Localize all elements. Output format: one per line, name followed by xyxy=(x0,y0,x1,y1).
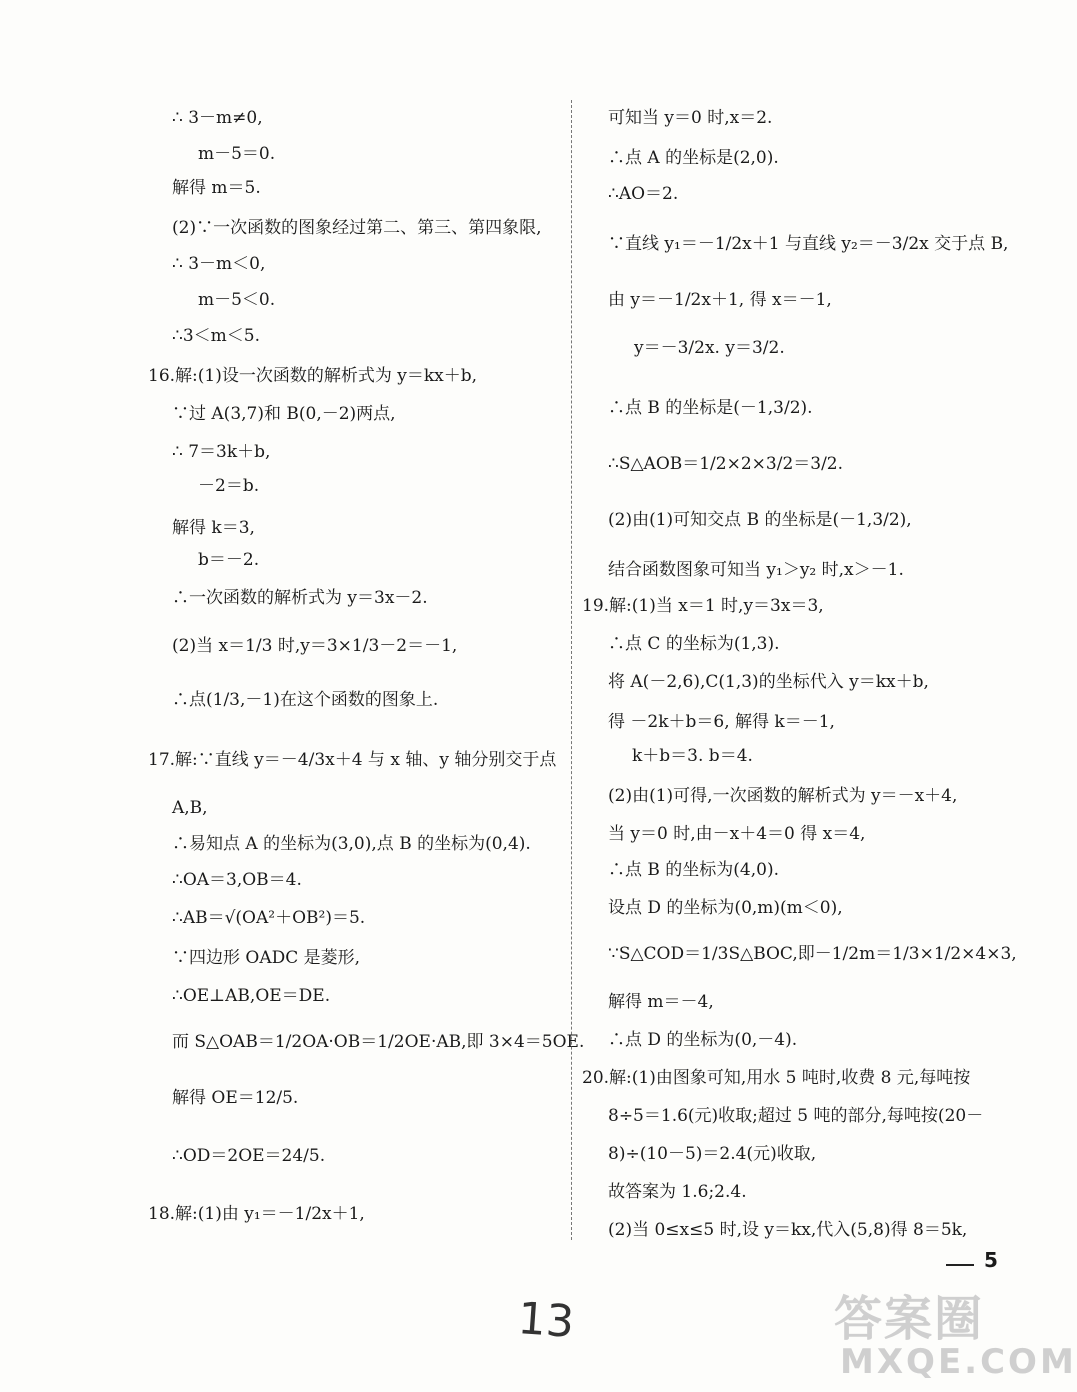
text-line: b＝－2. xyxy=(198,550,260,570)
text-line: ∴ 3－m＜0, xyxy=(172,254,266,274)
text-line: A,B, xyxy=(172,798,208,818)
text-line: 解得 m＝5. xyxy=(172,178,261,198)
text-line: k＋b＝3. b＝4. xyxy=(632,746,753,766)
text-line: 8)÷(10－5)＝2.4(元)收取, xyxy=(608,1144,817,1164)
text-line: ∴点 B 的坐标是(－1,3/2). xyxy=(608,398,813,418)
text-line: ∵直线 y₁＝－1/2x＋1 与直线 y₂＝－3/2x 交于点 B, xyxy=(608,234,1009,254)
text-line: y＝－3/2x. y＝3/2. xyxy=(634,338,785,358)
text-line: 将 A(－2,6),C(1,3)的坐标代入 y＝kx＋b, xyxy=(608,672,929,692)
text-line: (2)由(1)可得,一次函数的解析式为 y＝－x＋4, xyxy=(608,786,958,806)
text-line: ∵过 A(3,7)和 B(0,－2)两点, xyxy=(172,404,396,424)
page-number-dash xyxy=(946,1264,974,1266)
text-line: ∴点 B 的坐标为(4,0). xyxy=(608,860,780,880)
text-line: －2＝b. xyxy=(198,476,260,496)
text-line: 当 y＝0 时,由－x＋4＝0 得 x＝4, xyxy=(608,824,866,844)
watermark-bottom: MXQE.COM xyxy=(840,1342,1077,1382)
text-line: ∴AB＝√(OA²＋OB²)＝5. xyxy=(172,908,366,928)
handwritten-number: 13 xyxy=(516,1293,576,1348)
text-line: 解得 OE＝12/5. xyxy=(172,1088,299,1108)
text-line: (2)由(1)可知交点 B 的坐标是(－1,3/2), xyxy=(608,510,912,530)
watermark-logo xyxy=(826,1280,1077,1390)
text-line: 设点 D 的坐标为(0,m)(m＜0), xyxy=(608,898,843,918)
text-line: 结合函数图象可知当 y₁＞y₂ 时,x＞－1. xyxy=(608,560,904,580)
text-line: 由 y＝－1/2x＋1, 得 x＝－1, xyxy=(608,290,832,310)
text-line: ∴AO＝2. xyxy=(608,184,679,204)
text-line: 19.解:(1)当 x＝1 时,y＝3x＝3, xyxy=(582,596,824,616)
text-line: ∴OE⊥AB,OE＝DE. xyxy=(172,986,331,1006)
text-line: ∴OD＝2OE＝24/5. xyxy=(172,1146,326,1166)
text-line: 18.解:(1)由 y₁＝－1/2x＋1, xyxy=(148,1204,365,1224)
text-line: 解得 m＝－4, xyxy=(608,992,714,1012)
text-line: 得 －2k＋b＝6, 解得 k＝－1, xyxy=(608,712,835,732)
column-divider xyxy=(571,100,572,1240)
text-line: ∴点(1/3,－1)在这个函数的图象上. xyxy=(172,690,439,710)
text-line: m－5＝0. xyxy=(198,144,276,164)
text-line: 16.解:(1)设一次函数的解析式为 y＝kx＋b, xyxy=(148,366,478,386)
text-line: 17.解:∵直线 y＝－4/3x＋4 与 x 轴、y 轴分别交于点 xyxy=(148,750,557,770)
text-line: ∵S△COD＝1/3S△BOC,即－1/2m＝1/3×1/2×4×3, xyxy=(608,944,1017,964)
text-line: 可知当 y＝0 时,x＝2. xyxy=(608,108,773,128)
text-line: 20.解:(1)由图象可知,用水 5 吨时,收费 8 元,每吨按 xyxy=(582,1068,971,1088)
text-line: ∴点 C 的坐标为(1,3). xyxy=(608,634,780,654)
text-line: ∴点 D 的坐标为(0,－4). xyxy=(608,1030,798,1050)
text-line: 8÷5＝1.6(元)收取;超过 5 吨的部分,每吨按(20－ xyxy=(608,1106,984,1126)
text-line: ∵四边形 OADC 是菱形, xyxy=(172,948,361,968)
text-line: m－5＜0. xyxy=(198,290,276,310)
text-line: 解得 k＝3, xyxy=(172,518,255,538)
text-line: ∴OA＝3,OB＝4. xyxy=(172,870,302,890)
text-line: ∴点 A 的坐标是(2,0). xyxy=(608,148,779,168)
text-line: ∴一次函数的解析式为 y＝3x－2. xyxy=(172,588,428,608)
text-line: (2)∵一次函数的图象经过第二、第三、第四象限, xyxy=(172,218,542,238)
text-line: ∴3＜m＜5. xyxy=(172,326,260,346)
text-line: (2)当 x＝1/3 时,y＝3×1/3－2＝－1, xyxy=(172,636,458,656)
text-line: 而 S△OAB＝1/2OA·OB＝1/2OE·AB,即 3×4＝5OE. xyxy=(172,1032,585,1052)
page-number: 5 xyxy=(984,1248,998,1272)
watermark-top: 答案圈 xyxy=(834,1291,985,1347)
text-line: ∴S△AOB＝1/2×2×3/2＝3/2. xyxy=(608,454,844,474)
text-line: ∴ 7＝3k＋b, xyxy=(172,442,271,462)
text-line: ∴ 3－m≠0, xyxy=(172,108,263,128)
text-line: 故答案为 1.6;2.4. xyxy=(608,1182,747,1202)
text-line: (2)当 0≤x≤5 时,设 y＝kx,代入(5,8)得 8＝5k, xyxy=(608,1220,968,1240)
text-line: ∴易知点 A 的坐标为(3,0),点 B 的坐标为(0,4). xyxy=(172,834,531,854)
